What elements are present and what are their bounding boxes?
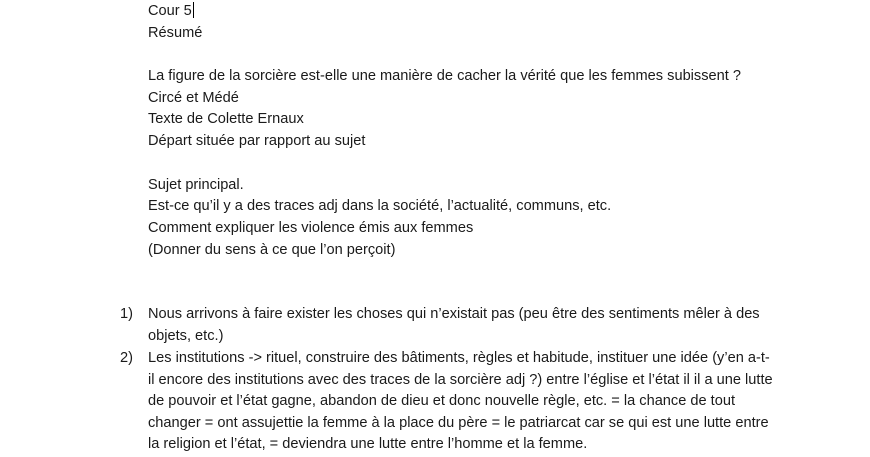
list-text: Les institutions -> rituel, construire des bâtiments, règles et habitude, instituer une idée (y’en a-t-il encore des institutions avec des traces de la sorcière adj ?) entre l’église et l’état il il a une lutte de pouvoir et l’état gagne, abandon de dieu et donc nouvelle règle, etc. = la chance de tout changer = ont assujettie la femme à la place du père = le patriarcat car se qui est une lutte entre la religion et l’état, = deviendra une lutte entre l’homme et la femme. [148,350,773,452]
text-line[interactable]: Texte de Colette Ernaux [148,111,304,127]
text-line[interactable]: Départ située par rapport au sujet [148,133,366,149]
course-title-line[interactable] [148,1,194,23]
list-text: Nous arrivons à faire exister les choses qui n’existait pas (peu être des sentiments mêler à des objets, etc.) [148,306,760,344]
text-cursor [193,2,194,18]
summary-heading[interactable]: Résumé [148,25,203,41]
course-title: Cour 5 [148,3,192,19]
list-number: 2) [120,350,133,366]
text-line[interactable]: (Donner du sens à ce que l’on perçoit) [148,242,396,258]
text-line[interactable]: Circé et Médé [148,90,239,106]
text-line[interactable]: Sujet principal. [148,177,244,193]
text-line[interactable]: Est-ce qu’il y a des traces adj dans la société, l’actualité, communs, etc. [148,198,612,214]
question-line[interactable]: La figure de la sorcière est-elle une manière de cacher la vérité que les femmes subissent ? [148,68,741,84]
text-line[interactable]: Comment expliquer les violence émis aux femmes [148,220,474,236]
list-number: 1) [120,306,133,322]
